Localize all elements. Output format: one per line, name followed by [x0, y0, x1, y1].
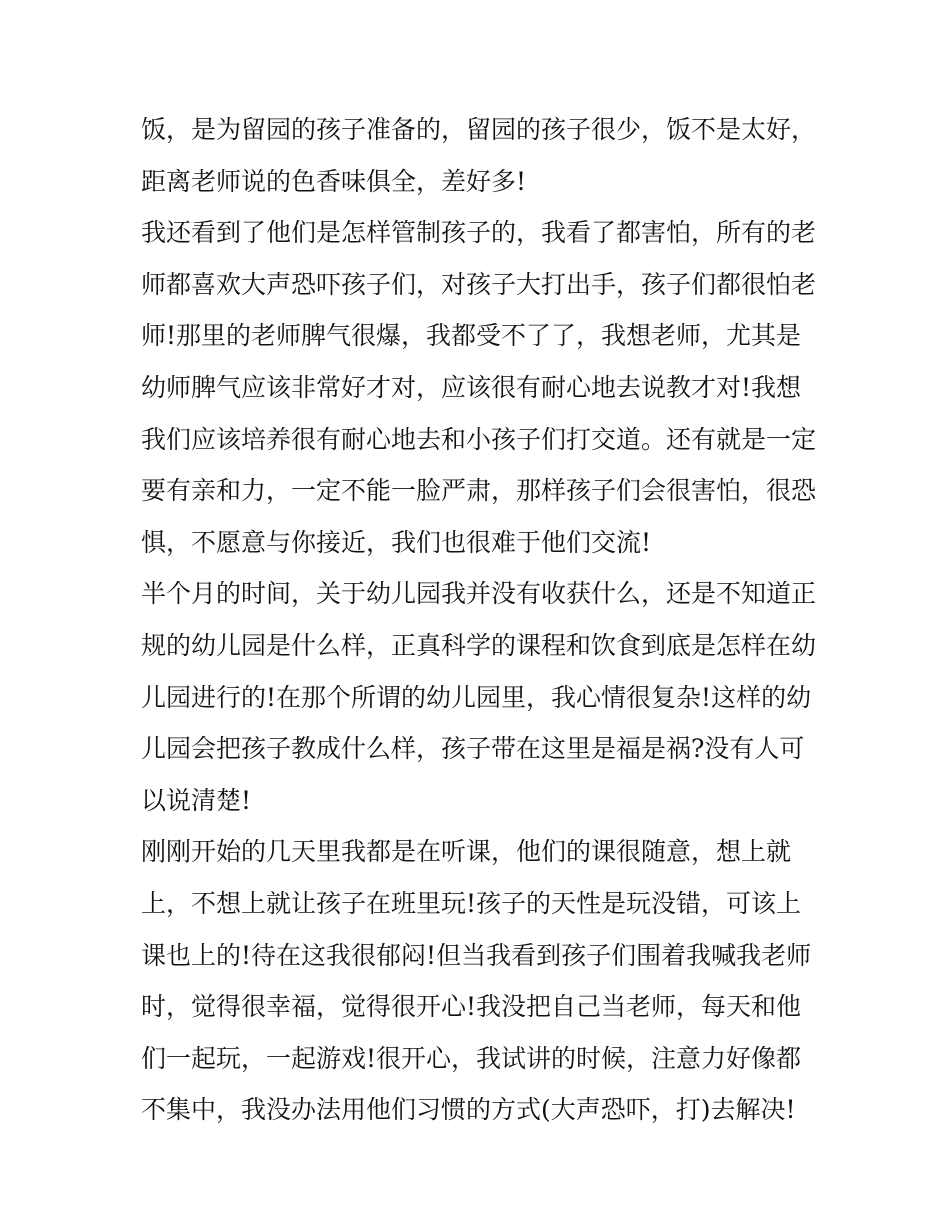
text-line: 儿园会把孩子教成什么样，孩子带在这里是福是祸?没有人可: [141, 734, 805, 764]
text-line: 上，不想上就让孩子在班里玩!孩子的天性是玩没错，可该上: [141, 888, 802, 918]
text-line: 距离老师说的色香味俱全，差好多!: [141, 166, 527, 196]
text-line: 时，觉得很幸福，觉得很开心!我没把自己当老师，每天和他: [141, 992, 802, 1022]
text-line: 儿园进行的!在那个所谓的幼儿园里，我心情很复杂!这样的幼: [141, 682, 812, 712]
text-line: 以说清楚!: [141, 785, 252, 815]
body-text: [141, 104, 821, 1136]
text-line: 惧，不愿意与你接近，我们也很难于他们交流!: [141, 527, 652, 557]
text-line: 我们应该培养很有耐心地去和小孩子们打交道。还有就是一定: [141, 424, 817, 454]
text-line: 课也上的!待在这我很郁闷!但当我看到孩子们围着我喊我老师: [141, 940, 812, 970]
text-line: 半个月的时间，关于幼儿园我并没有收获什么，还是不知道正: [141, 579, 817, 609]
text-line: 们一起玩，一起游戏!很开心，我试讲的时候，注意力好像都: [141, 1043, 802, 1073]
text-line: 幼师脾气应该非常好才对，应该很有耐心地去说教才对!我想: [141, 372, 802, 402]
text-line: 规的幼儿园是什么样，正真科学的课程和饮食到底是怎样在幼: [141, 630, 817, 660]
text-line: 不集中，我没办法用他们习惯的方式(大声恐吓，打)去解决!: [141, 1095, 796, 1125]
text-line: 饭，是为留园的孩子准备的，留园的孩子很少，饭不是太好，: [141, 115, 817, 144]
text-line: 要有亲和力，一定不能一脸严肃，那样孩子们会很害怕，很恐: [141, 476, 817, 506]
text-line: 刚刚开始的几天里我都是在听课，他们的课很随意，想上就: [141, 837, 792, 867]
text-line: 师!那里的老师脾气很爆，我都受不了了，我想老师，尤其是: [141, 321, 802, 351]
text-line: 师都喜欢大声恐吓孩子们，对孩子大打出手，孩子们都很怕老: [141, 269, 817, 299]
text-line: 我还看到了他们是怎样管制孩子的，我看了都害怕，所有的老: [141, 218, 817, 248]
